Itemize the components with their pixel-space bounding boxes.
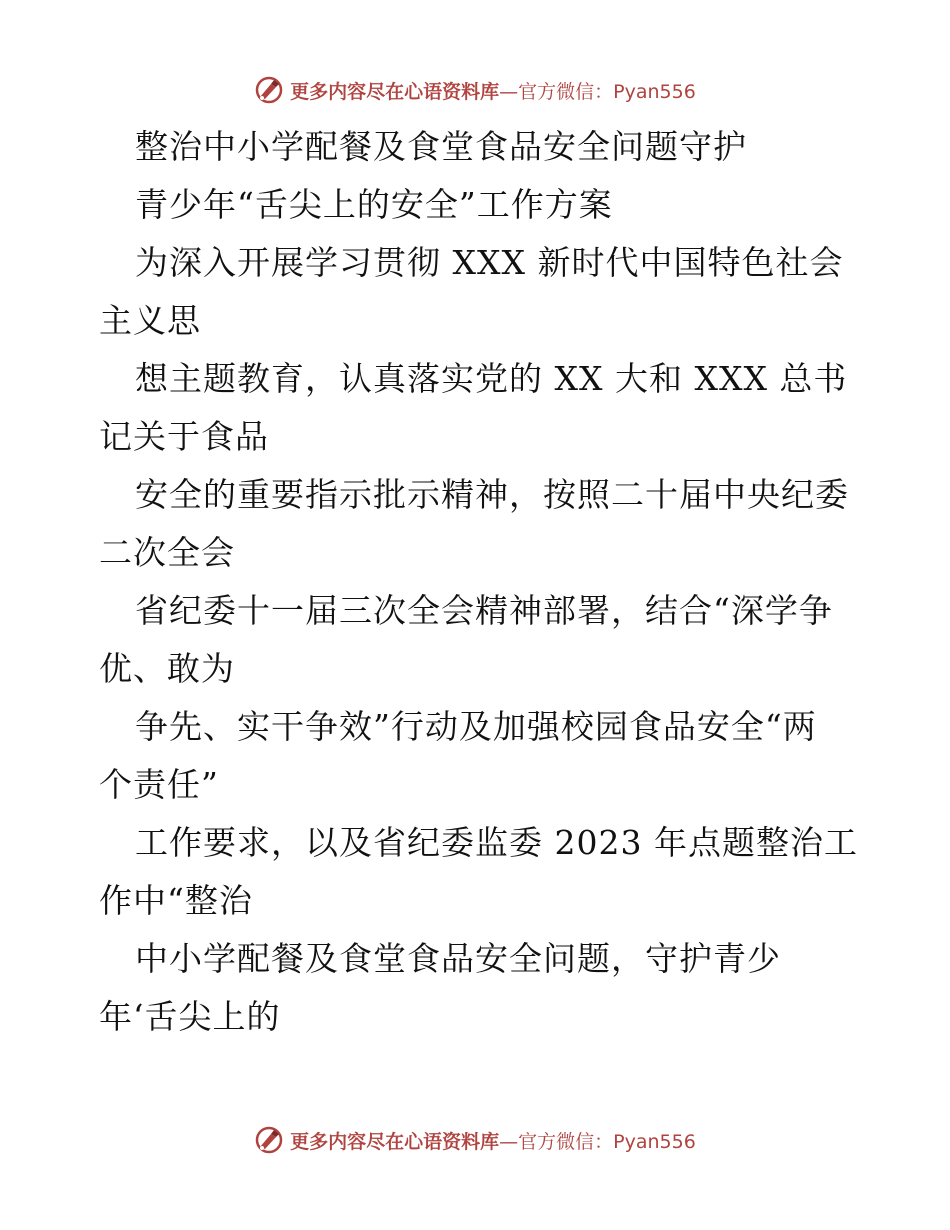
paragraph-line: 工作要求，以及省纪委监委 2023 年点题整治工 [135, 823, 858, 862]
paragraph-line: 中小学配餐及食堂食品安全问题，守护青少 [135, 939, 781, 978]
watermark-dash: — [499, 80, 519, 103]
title-line-2: 青少年“舌尖上的安全”工作方案 [135, 185, 613, 224]
watermark-contact: 官方微信：Pyan556 [518, 1130, 696, 1153]
watermark-dash: — [499, 1130, 519, 1153]
paragraph-line: 年‘舌尖上的 [99, 997, 281, 1036]
watermark-brand: 更多内容尽在心语资料库 [290, 80, 500, 103]
paragraph-line: 安全的重要指示批示精神，按照二十届中央纪委 [135, 475, 849, 514]
paragraph-line: 优、敢为 [99, 649, 235, 688]
title-line-1: 整治中小学配餐及食堂食品安全问题守护 [135, 127, 747, 166]
watermark-brand: 更多内容尽在心语资料库 [290, 1130, 500, 1153]
pen-nib-logo-icon [254, 75, 284, 105]
watermark-text [290, 1127, 696, 1154]
paragraph-line: 为深入开展学习贯彻 XXX 新时代中国特色社会 [135, 243, 844, 282]
paragraph-line: 主义思 [99, 301, 201, 340]
paragraph-line: 二次全会 [99, 533, 235, 572]
paragraph-line: 作中“整治 [99, 881, 253, 920]
header-watermark [0, 70, 950, 110]
watermark-contact: 官方微信：Pyan556 [518, 80, 696, 103]
paragraph-line: 记关于食品 [99, 417, 269, 456]
paragraph-line: 想主题教育，认真落实党的 XX 大和 XXX 总书 [135, 359, 848, 398]
paragraph-line: 争先、实干争效”行动及加强校园食品安全“两 [135, 707, 817, 746]
paragraph-line: 个责任” [99, 765, 219, 804]
watermark-text [290, 77, 696, 104]
pen-nib-logo-icon [254, 1125, 284, 1155]
paragraph-line: 省纪委十一届三次全会精神部署，结合“深学争 [135, 591, 833, 630]
footer-watermark [0, 1120, 950, 1160]
